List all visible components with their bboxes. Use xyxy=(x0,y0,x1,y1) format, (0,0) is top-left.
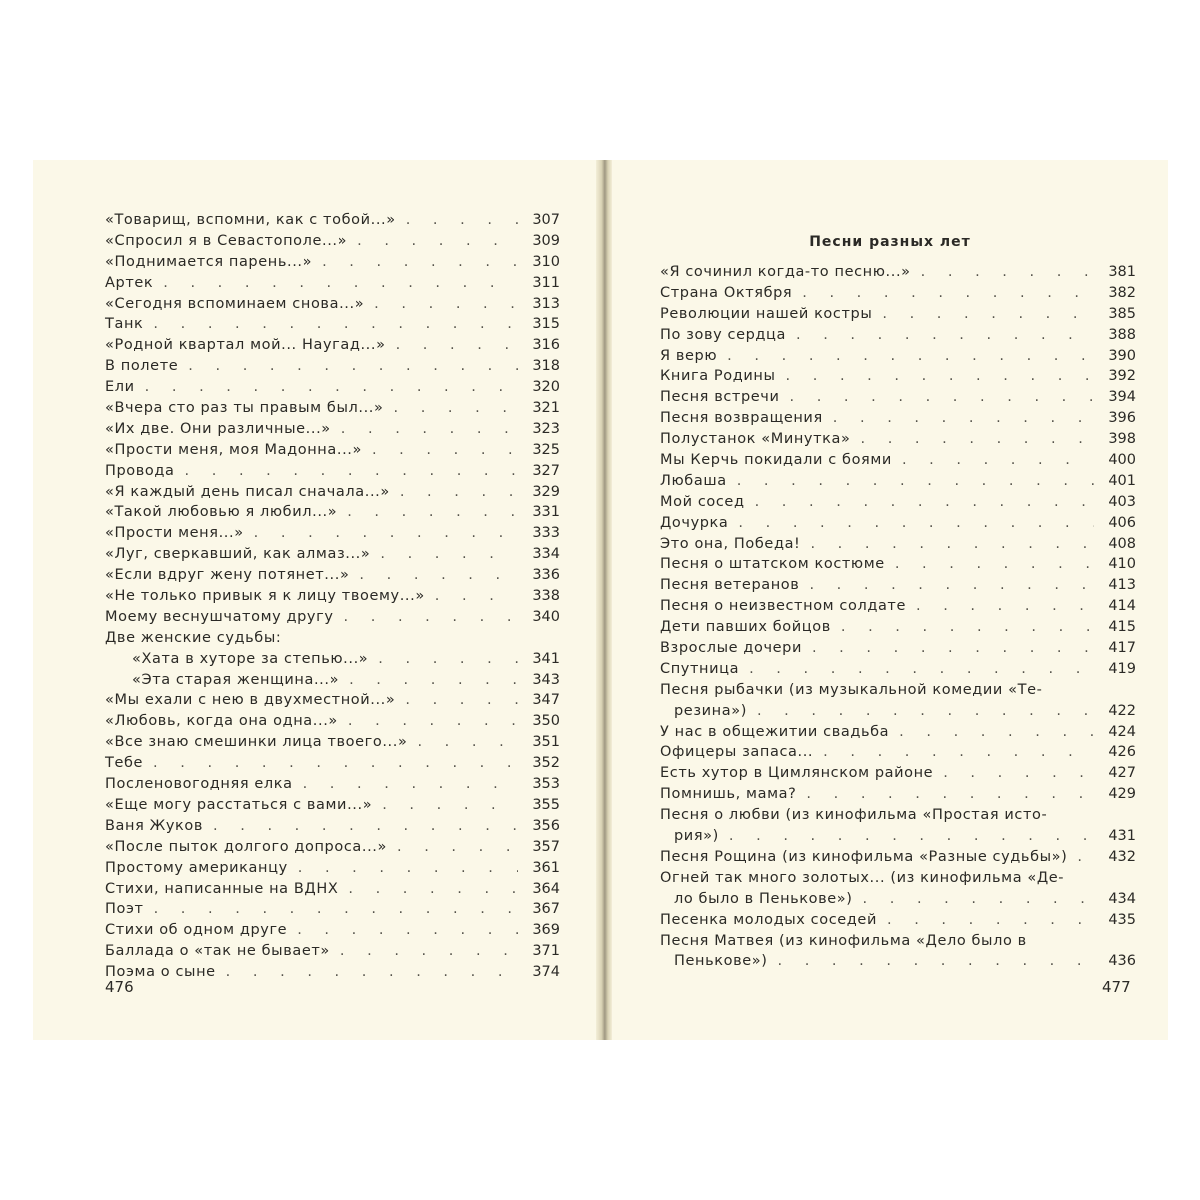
toc-entry-title: У нас в общежитии свадьба xyxy=(660,723,890,740)
toc-entry-page: 401 xyxy=(1108,472,1136,489)
toc-entry xyxy=(105,670,560,691)
toc-entry-title: Спутница xyxy=(660,660,740,677)
toc-entry xyxy=(660,471,1136,492)
toc-entry-page: 347 xyxy=(532,692,560,709)
toc-entry xyxy=(105,335,560,356)
toc-entry-page: 361 xyxy=(532,859,560,876)
toc-entry xyxy=(105,879,560,900)
toc-entry-title: резина») xyxy=(674,702,747,719)
toc-entry-page: 367 xyxy=(532,901,560,918)
dot-leader xyxy=(406,210,518,231)
toc-entry-page: 400 xyxy=(1108,452,1136,469)
toc-entry-title: Это она, Победа! xyxy=(660,535,801,552)
dot-leader xyxy=(806,784,1094,805)
dot-leader xyxy=(372,440,518,461)
toc-entry-page: 323 xyxy=(532,420,560,437)
toc-entry xyxy=(660,742,1136,763)
toc-entry-title: Революции нашей костры xyxy=(660,305,873,322)
toc-entry-page: 424 xyxy=(1108,723,1136,740)
dot-leader xyxy=(755,492,1094,513)
toc-entry-title: В полете xyxy=(105,358,179,375)
dot-leader xyxy=(786,366,1094,387)
toc-entry-title: Дети павших бойцов xyxy=(660,619,831,636)
toc-entry-page: 408 xyxy=(1108,535,1136,552)
toc-entry xyxy=(660,304,1136,325)
dot-leader xyxy=(397,837,518,858)
dot-leader xyxy=(163,273,518,294)
toc-entry-page: 388 xyxy=(1108,326,1136,343)
toc-entry-title: Песня Рощина (из кинофильма «Разные судьбы») xyxy=(660,848,1068,865)
page-number-left: 476 xyxy=(105,978,134,996)
toc-entry xyxy=(660,617,1136,638)
toc-entry-title: Помнишь, мама? xyxy=(660,786,797,803)
toc-entry-page: 369 xyxy=(532,922,560,939)
dot-leader xyxy=(297,920,518,941)
toc-entry xyxy=(105,732,560,753)
toc-entry xyxy=(660,701,1136,722)
toc-entry-page: 331 xyxy=(532,504,560,521)
toc-entry-title: Стихи об одном друге xyxy=(105,922,288,939)
toc-entry-title: «Вчера сто раз ты правым был...» xyxy=(105,400,384,417)
toc-entry-page: 353 xyxy=(532,776,560,793)
toc-entry xyxy=(105,753,560,774)
dot-leader xyxy=(863,889,1094,910)
dot-leader xyxy=(833,408,1094,429)
toc-entry-page: 338 xyxy=(532,588,560,605)
toc-entry-title: Есть хутор в Цимлянском районе xyxy=(660,765,934,782)
toc-entry-title: «Прости меня, моя Мадонна...» xyxy=(105,441,362,458)
toc-entry xyxy=(660,534,1136,555)
toc-entry-page: 313 xyxy=(532,295,560,312)
toc-entry-page: 325 xyxy=(532,441,560,458)
toc-entry-page: 307 xyxy=(532,212,560,228)
dot-leader xyxy=(802,283,1094,304)
toc-entry xyxy=(660,596,1136,617)
toc-entry xyxy=(105,774,560,795)
toc-entry-page: 434 xyxy=(1108,890,1136,907)
toc-entry-title: Песня ветеранов xyxy=(660,577,800,594)
dot-leader xyxy=(405,690,518,711)
toc-entry xyxy=(660,889,1136,910)
toc-entry xyxy=(105,461,560,482)
toc-entry xyxy=(105,690,560,711)
dot-leader xyxy=(303,774,518,795)
dot-leader xyxy=(153,314,518,335)
toc-entry-title: «Любовь, когда она одна...» xyxy=(105,713,338,730)
dot-leader xyxy=(359,565,518,586)
dot-leader xyxy=(382,795,518,816)
toc-entry-title: Поэт xyxy=(105,901,144,918)
toc-entry xyxy=(660,805,1136,826)
toc-entry xyxy=(105,586,560,607)
toc-entry xyxy=(660,763,1136,784)
toc-entry-page: 385 xyxy=(1108,305,1136,322)
toc-entry-page: 431 xyxy=(1108,828,1136,845)
dot-leader xyxy=(357,231,518,252)
toc-entry-page: 435 xyxy=(1108,911,1136,928)
toc-entry-title: Любаша xyxy=(660,472,727,489)
right-page xyxy=(612,160,1168,1040)
page-number-right: 477 xyxy=(1102,978,1131,996)
dot-leader xyxy=(809,575,1094,596)
toc-entry xyxy=(660,283,1136,304)
dot-leader xyxy=(153,753,518,774)
toc-entry xyxy=(105,795,560,816)
toc-entry-page: 350 xyxy=(532,713,560,730)
toc-entry-page: 329 xyxy=(532,483,560,500)
toc-entry-title: «Не только привык я к лицу твоему...» xyxy=(105,588,425,605)
toc-entry-title: Огней так много золотых... (из кинофильма «Де- xyxy=(660,869,1065,886)
toc-entry-page: 355 xyxy=(532,796,560,813)
dot-leader xyxy=(749,659,1094,680)
toc-entry xyxy=(105,252,560,273)
dot-leader xyxy=(1077,847,1094,868)
dot-leader xyxy=(921,262,1094,283)
toc-entry-title: Полустанок «Минутка» xyxy=(660,431,851,448)
toc-entry xyxy=(660,951,1136,972)
toc-entry-title: Песня о штатском костюме xyxy=(660,556,885,573)
toc-entry xyxy=(660,722,1136,743)
dot-leader xyxy=(226,962,518,983)
toc-entry xyxy=(105,419,560,440)
toc-entry xyxy=(660,659,1136,680)
toc-entry-page: 413 xyxy=(1108,577,1136,594)
toc-entry-page: 403 xyxy=(1108,493,1136,510)
toc-entry-title: Две женские судьбы: xyxy=(105,629,282,646)
dot-leader xyxy=(400,482,518,503)
toc-entry-page: 406 xyxy=(1108,514,1136,531)
dot-leader xyxy=(213,816,518,837)
toc-entry-title: Поэма о сыне xyxy=(105,964,216,981)
toc-entry xyxy=(660,262,1136,283)
dot-leader xyxy=(887,910,1094,931)
dot-leader xyxy=(729,826,1094,847)
dot-leader xyxy=(916,596,1094,617)
toc-entry-title: «Луг, сверкавший, как алмаз...» xyxy=(105,546,371,563)
dot-leader xyxy=(349,670,518,691)
toc-entry xyxy=(105,711,560,732)
toc-entry-title: Страна Октября xyxy=(660,284,793,301)
toc-entry xyxy=(105,210,560,231)
toc-entry-page: 426 xyxy=(1108,744,1136,761)
toc-entry xyxy=(105,314,560,335)
left-toc-list xyxy=(105,210,560,983)
toc-entry xyxy=(105,941,560,962)
dot-leader xyxy=(757,701,1094,722)
toc-entry-page: 336 xyxy=(532,567,560,584)
toc-entry-page: 311 xyxy=(532,274,560,291)
toc-entry-page: 352 xyxy=(532,755,560,772)
toc-entry xyxy=(660,492,1136,513)
dot-leader xyxy=(378,649,518,670)
toc-entry-page: 417 xyxy=(1108,640,1136,657)
toc-entry-page: 422 xyxy=(1108,702,1136,719)
toc-entry-title: «Хата в хуторе за степью...» xyxy=(132,650,369,667)
toc-entry xyxy=(660,680,1136,701)
dot-leader xyxy=(727,346,1094,367)
dot-leader xyxy=(298,858,518,879)
toc-entry xyxy=(105,628,560,649)
toc-entry-title: «Мы ехали с нею в двухместной...» xyxy=(105,692,396,709)
toc-entry-page: 382 xyxy=(1108,284,1136,301)
toc-entry-page: 351 xyxy=(532,734,560,751)
toc-entry-page: 341 xyxy=(532,650,560,667)
dot-leader xyxy=(322,252,518,273)
toc-entry-page: 371 xyxy=(532,943,560,960)
toc-entry-title: рия») xyxy=(674,828,719,845)
toc-entry xyxy=(660,513,1136,534)
toc-entry-page: 327 xyxy=(532,462,560,479)
toc-entry-title: Ваня Жуков xyxy=(105,817,204,834)
dot-leader xyxy=(810,534,1094,555)
toc-entry xyxy=(105,565,560,586)
toc-entry xyxy=(105,502,560,523)
toc-entry-title: Ели xyxy=(105,379,135,396)
toc-entry xyxy=(105,294,560,315)
toc-entry-title: «Прости меня...» xyxy=(105,525,244,542)
dot-leader xyxy=(841,617,1094,638)
toc-entry-title: Артек xyxy=(105,274,154,291)
toc-entry-title: ло было в Пенькове») xyxy=(674,890,853,907)
dot-leader xyxy=(790,387,1095,408)
left-page xyxy=(33,160,596,1040)
dot-leader xyxy=(738,513,1094,534)
toc-entry-title: Песня Матвея (из кинофильма «Дело было в xyxy=(660,932,1027,949)
dot-leader xyxy=(374,294,518,315)
toc-entry-title: Провода xyxy=(105,462,175,479)
toc-entry-page: 343 xyxy=(532,671,560,688)
toc-entry-page: 398 xyxy=(1108,431,1136,448)
toc-entry xyxy=(660,429,1136,450)
toc-entry-title: Офицеры запаса... xyxy=(660,744,814,761)
toc-entry-page: 381 xyxy=(1108,264,1136,280)
section-title: Песни разных лет xyxy=(809,234,971,250)
toc-entry-page: 410 xyxy=(1108,556,1136,573)
right-toc-list xyxy=(660,262,1136,972)
toc-entry-title: «Все знаю смешинки лица твоего...» xyxy=(105,734,408,751)
toc-entry-title: Пенькове») xyxy=(674,953,768,970)
toc-entry-title: Посленовогодняя елка xyxy=(105,776,293,793)
toc-entry-title: Мой сосед xyxy=(660,493,745,510)
toc-entry-title: Дочурка xyxy=(660,514,729,531)
toc-entry xyxy=(105,231,560,252)
toc-entry-page: 310 xyxy=(532,253,560,270)
dot-leader xyxy=(254,523,518,544)
toc-entry-title: Баллада о «так не бывает» xyxy=(105,943,330,960)
toc-entry-title: Я верю xyxy=(660,347,718,364)
toc-entry-title: «Товарищ, вспомни, как с тобой...» xyxy=(105,212,396,228)
dot-leader xyxy=(899,722,1094,743)
toc-entry xyxy=(105,482,560,503)
toc-entry-title: «Сегодня вспоминаем снова...» xyxy=(105,295,365,312)
toc-entry-page: 356 xyxy=(532,817,560,834)
toc-entry-page: 432 xyxy=(1108,848,1136,865)
dot-leader xyxy=(344,607,518,628)
toc-entry xyxy=(105,273,560,294)
toc-entry-title: Стихи, написанные на ВДНХ xyxy=(105,880,339,897)
toc-entry-page: 394 xyxy=(1108,389,1136,406)
dot-leader xyxy=(737,471,1094,492)
toc-entry xyxy=(660,408,1136,429)
toc-entry xyxy=(105,356,560,377)
toc-entry xyxy=(105,523,560,544)
toc-entry-title: «Я каждый день писал сначала...» xyxy=(105,483,390,500)
dot-leader xyxy=(812,638,1094,659)
dot-leader xyxy=(185,461,518,482)
toc-entry xyxy=(105,544,560,565)
dot-leader xyxy=(188,356,518,377)
toc-entry xyxy=(105,837,560,858)
toc-entry-title: Песенка молодых соседей xyxy=(660,911,877,928)
dot-leader xyxy=(417,732,518,753)
toc-entry-title: Взрослые дочери xyxy=(660,640,802,657)
toc-entry-page: 334 xyxy=(532,546,560,563)
toc-entry-title: Песня о неизвестном солдате xyxy=(660,598,906,615)
toc-entry xyxy=(105,377,560,398)
toc-entry-page: 309 xyxy=(532,232,560,249)
dot-leader xyxy=(943,763,1094,784)
dot-leader xyxy=(435,586,518,607)
toc-entry xyxy=(660,910,1136,931)
dot-leader xyxy=(380,544,518,565)
toc-entry-page: 340 xyxy=(532,608,560,625)
dot-leader xyxy=(396,335,518,356)
toc-entry-page: 316 xyxy=(532,337,560,354)
toc-entry-title: Тебе xyxy=(105,755,144,772)
dot-leader xyxy=(154,899,518,920)
toc-entry-title: Песня встречи xyxy=(660,389,780,406)
toc-entry xyxy=(660,575,1136,596)
dot-leader xyxy=(341,419,518,440)
dot-leader xyxy=(796,325,1094,346)
toc-entry-title: Простому американцу xyxy=(105,859,288,876)
toc-entry xyxy=(660,784,1136,805)
dot-leader xyxy=(347,502,518,523)
toc-entry xyxy=(105,816,560,837)
toc-entry-title: «Их две. Они различные...» xyxy=(105,420,331,437)
toc-entry-page: 427 xyxy=(1108,765,1136,782)
toc-entry xyxy=(105,607,560,628)
toc-entry xyxy=(660,826,1136,847)
dot-leader xyxy=(823,742,1094,763)
book-spread xyxy=(33,160,1168,1040)
dot-leader xyxy=(348,879,518,900)
toc-entry xyxy=(660,554,1136,575)
toc-entry xyxy=(660,366,1136,387)
dot-leader xyxy=(895,554,1094,575)
toc-entry-page: 396 xyxy=(1108,410,1136,427)
toc-entry-title: «Если вдруг жену потянет...» xyxy=(105,567,350,584)
toc-entry-page: 415 xyxy=(1108,619,1136,636)
toc-entry xyxy=(105,920,560,941)
toc-entry-page: 374 xyxy=(532,964,560,981)
toc-entry-page: 419 xyxy=(1108,660,1136,677)
toc-entry xyxy=(660,387,1136,408)
toc-entry-title: Танк xyxy=(105,316,144,333)
dot-leader xyxy=(777,951,1094,972)
dot-leader xyxy=(348,711,518,732)
book-gutter xyxy=(596,160,612,1040)
toc-entry-page: 390 xyxy=(1108,347,1136,364)
dot-leader xyxy=(145,377,518,398)
toc-entry-title: По зову сердца xyxy=(660,326,786,343)
toc-entry-title: «Я сочинил когда-то песню...» xyxy=(660,264,911,280)
toc-entry xyxy=(105,649,560,670)
toc-entry-title: Песня возвращения xyxy=(660,410,823,427)
toc-entry xyxy=(660,931,1136,952)
toc-entry-page: 318 xyxy=(532,358,560,375)
toc-entry xyxy=(105,962,560,983)
toc-entry xyxy=(660,868,1136,889)
toc-entry-page: 429 xyxy=(1108,786,1136,803)
toc-entry-title: «Такой любовью я любил...» xyxy=(105,504,338,521)
toc-entry-page: 414 xyxy=(1108,598,1136,615)
toc-entry-page: 333 xyxy=(532,525,560,542)
toc-entry-title: «Эта старая женщина...» xyxy=(132,671,340,688)
toc-entry xyxy=(660,638,1136,659)
toc-entry xyxy=(660,346,1136,367)
toc-entry xyxy=(105,440,560,461)
toc-entry-title: Моему веснушчатому другу xyxy=(105,608,334,625)
toc-entry-title: «Спросил я в Севастополе...» xyxy=(105,232,348,249)
dot-leader xyxy=(860,429,1094,450)
toc-entry xyxy=(105,899,560,920)
toc-entry-page: 357 xyxy=(532,838,560,855)
toc-entry-title: Книга Родины xyxy=(660,368,776,385)
toc-entry xyxy=(105,858,560,879)
toc-entry-page: 436 xyxy=(1108,953,1136,970)
toc-entry-title: «После пыток долгого допроса...» xyxy=(105,838,387,855)
toc-entry-title: Мы Керчь покидали с боями xyxy=(660,452,892,469)
dot-leader xyxy=(394,398,519,419)
toc-entry xyxy=(660,450,1136,471)
toc-entry-page: 364 xyxy=(532,880,560,897)
toc-entry-title: «Еще могу расстаться с вами...» xyxy=(105,796,373,813)
dot-leader xyxy=(340,941,518,962)
toc-entry xyxy=(660,847,1136,868)
toc-entry xyxy=(105,398,560,419)
toc-entry-title: «Родной квартал мой... Наугад...» xyxy=(105,337,386,354)
toc-entry-page: 320 xyxy=(532,379,560,396)
toc-entry-page: 315 xyxy=(532,316,560,333)
dot-leader xyxy=(882,304,1094,325)
toc-entry-title: «Поднимается парень...» xyxy=(105,253,313,270)
dot-leader xyxy=(902,450,1094,471)
toc-entry xyxy=(660,325,1136,346)
toc-entry-page: 321 xyxy=(532,400,560,417)
toc-entry-title: Песня рыбачки (из музыкальной комедии «Те- xyxy=(660,681,1043,698)
toc-entry-title: Песня о любви (из кинофильма «Простая исто- xyxy=(660,807,1048,824)
toc-entry-page: 392 xyxy=(1108,368,1136,385)
